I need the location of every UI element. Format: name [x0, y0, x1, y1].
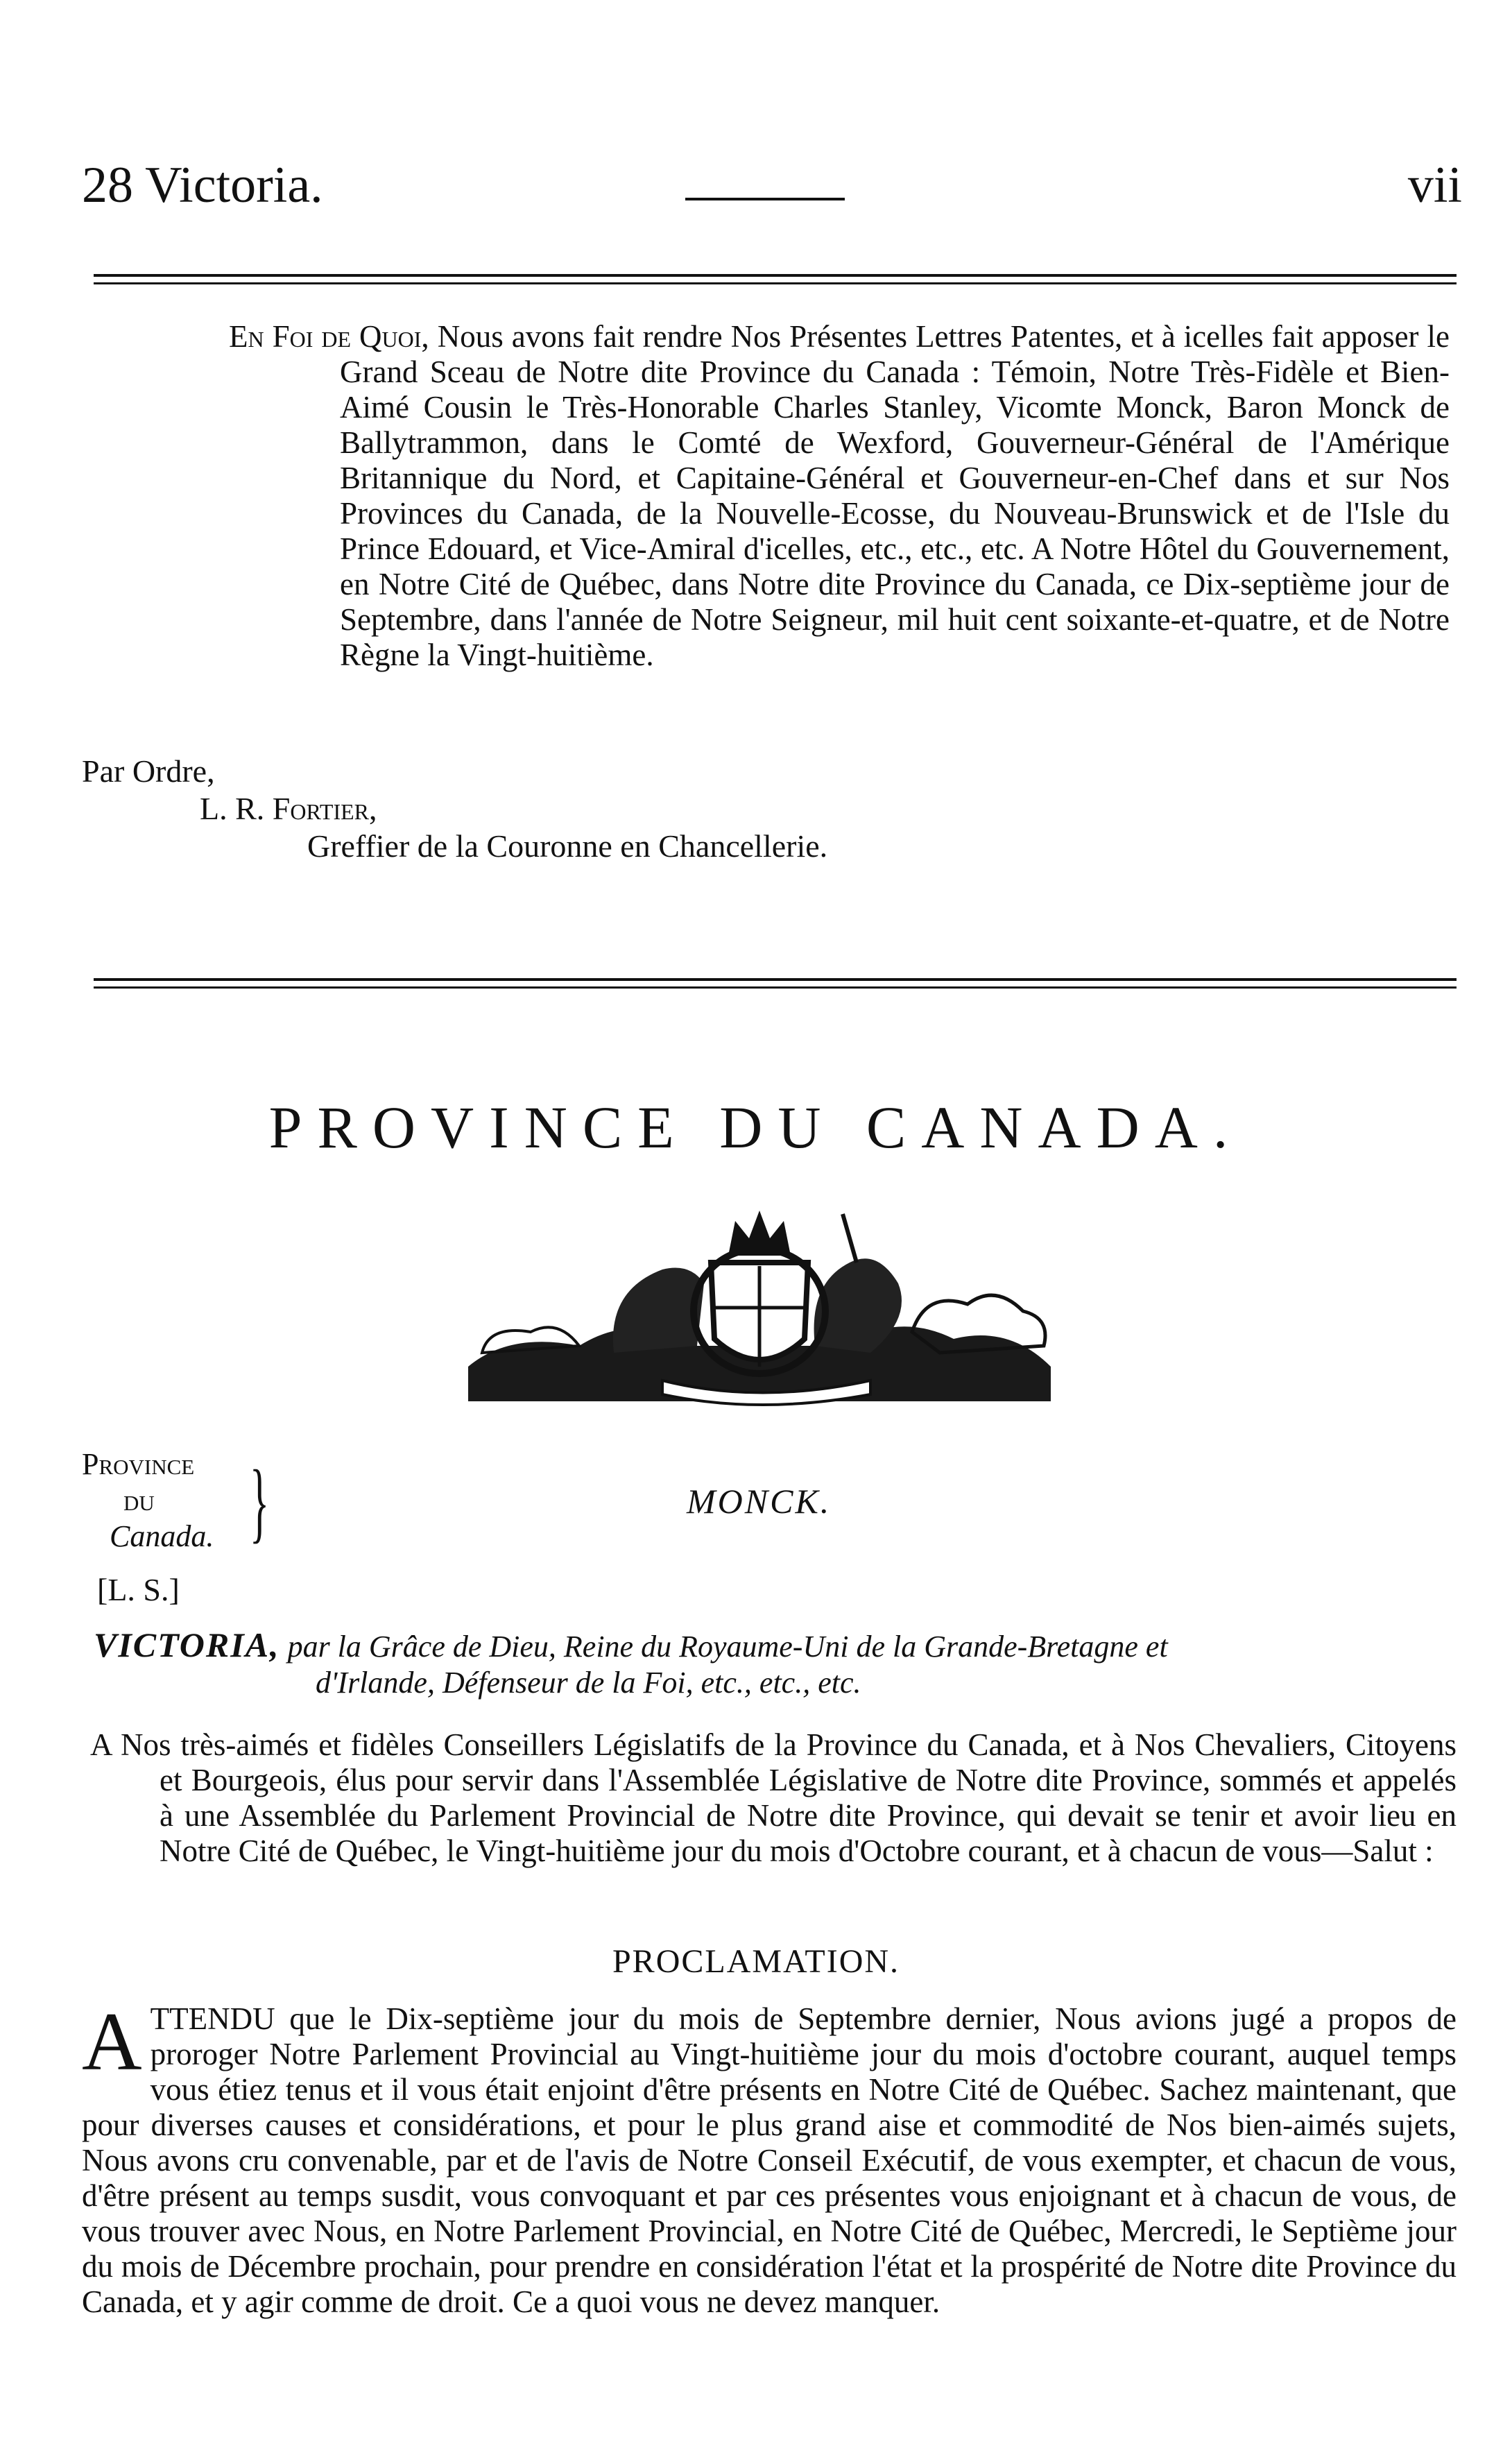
signature-monck: MONCK.: [687, 1482, 832, 1521]
royal-coat-of-arms: [454, 1207, 1065, 1415]
top-double-rule: [94, 274, 1457, 277]
running-head-dash: [685, 198, 845, 200]
proclamation-heading: PROCLAMATION.: [612, 1943, 900, 1980]
royal-style-text: par la Grâce de Dieu, Reine du Royaume-Uni de la Grande-Bretagne et: [287, 1630, 1168, 1664]
drop-cap: A: [82, 1995, 142, 2087]
running-head-left: 28 Victoria.: [82, 157, 323, 214]
order-line-1: Par Ordre,: [82, 753, 215, 789]
seal-mark: [L. S.]: [97, 1572, 180, 1607]
victoria-name: VICTORIA,: [94, 1625, 280, 1664]
province-line-2: du: [123, 1483, 155, 1517]
running-head: [82, 156, 1462, 239]
page-number: vii: [1407, 157, 1462, 214]
witness-text: Nous avons fait rendre Nos Présentes Lettres Patentes, et à icelles fait apposer le Grand Sceau de Notre dite Province du Canada : Témoin, Notre Très-Fidèle et Bien-Aimé Cousin le Très-Honorable Charles Stanley, Vicomte Monck, Baron Monck de Ballytrammon, dans le Comté de Wexford, Gouverneur-Général de l'Amérique Britannique du Nord, et Capitaine-Général et Gouverneur-en-Chef dans et sur Nos Provinces du Canada, de la Nouvelle-Ecosse, du Nouveau-Brunswick et de l'Isle du Prince Edouard, et Vice-Amiral d'icelles, etc., etc., etc. A Notre Hôtel du Gouvernement, en Notre Cité de Québec, dans Notre dite Province du Canada, ce Dix-septième jour de Septembre, dans l'année de Notre Seigneur, mil huit cent soixante-et-quatre, et de Notre Règne la Vingt-huitième.: [340, 319, 1450, 672]
witness-paragraph: [229, 319, 1450, 673]
proclamation-body: [82, 1995, 1457, 2320]
order-office: Greffier de la Couronne en Chancellerie.: [307, 828, 828, 864]
middle-double-rule: [94, 978, 1457, 981]
royal-style: [94, 1627, 1457, 1701]
address-paragraph: [90, 1727, 1457, 1869]
province-line-3: Canada.: [110, 1519, 214, 1553]
province-block: [82, 1446, 214, 1555]
address-text: A Nos très-aimés et fidèles Conseillers Législatifs de la Province du Canada, et à Nos Chevaliers, Citoyens et Bourgeois, élus pour servir dans l'Assemblée Législative de Notre dite Province, sommés et appelés à une Assemblée du Parlement Provincial de Notre dite Province, qui devait se tenir et avoir lieu en Notre Cité de Québec, le Vingt-huitième jour du mois d'Octobre courant, et à chacun de vous—Salut :: [90, 1727, 1457, 1868]
proclamation-text: TTENDU que le Dix-septième jour du mois de Septembre dernier, Nous avions jugé a propos de proroger Notre Parlement Provincial au Vingt-huitième jour du mois d'octobre courant, auquel temps vous étiez tenus et il vous était enjoint d'être présents en Notre Cité de Québec. Sachez maintenant, que pour diverses causes et considérations, et pour le plus grand aise et commodité de Nos bien-aimés sujets, Nous avons cru convenable, par et de l'avis de Notre Conseil Exécutif, de vous exempter, et chacun de vous, d'être présent au temps susdit, vous convoquant et par ces présentes vous enjoignant et à chacun de vous, de vous trouver avec Nous, en Notre Parlement Provincial, en Notre Cité de Québec, Mercredi, le Septième jour du mois de Décembre prochain, pour prendre en considération l'état et la prospérité de Notre dite Province du Canada, et y agir comme de droit. Ce a quoi vous ne devez manquer.: [82, 2001, 1457, 2319]
order-signatory: L. R. Fortier,: [200, 791, 377, 826]
order-block: [82, 753, 827, 865]
witness-lead: En Foi de Quoi,: [229, 319, 429, 354]
brace-symbol: }: [250, 1452, 270, 1552]
province-line-1: Province: [82, 1447, 195, 1481]
page-title: PROVINCE DU CANADA.: [268, 1094, 1244, 1161]
royal-style-text-2: d'Irlande, Défenseur de la Foi, etc., etc., etc.: [316, 1666, 861, 1700]
